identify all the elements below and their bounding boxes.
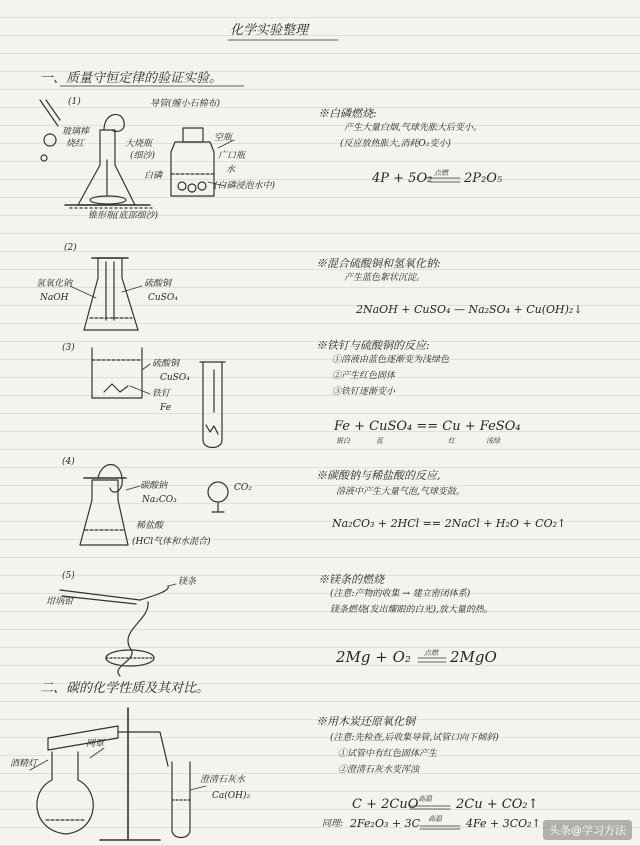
exp6-note-title: ※用木炭还原氧化铜 (316, 715, 415, 728)
exp3-note-title: ※铁钉与硫酸铜的反应: (316, 339, 430, 352)
exp1-label-sand: (细沙) (130, 151, 156, 161)
exp5-number: (5) (62, 571, 75, 581)
exp2-label-cuso4: 硫酸铜 (144, 279, 172, 289)
exp1-note-1: 产生大量白烟,气球先胀大后变小。 (344, 123, 482, 133)
exp1-label-water: 水 (226, 165, 236, 175)
exp5-equation-left: 2Mg + O₂ (336, 648, 411, 666)
exp5-equation-condition: 点燃 (424, 649, 438, 657)
exp5-note-2: 镁条燃烧(发出耀眼的白光),放大量的热。 (330, 605, 493, 615)
exp3-note-1: ①溶液由蓝色逐渐变为浅绿色 (332, 355, 450, 365)
exp4-number: (4) (62, 457, 75, 467)
exp4-equation: Na₂CO₃ + 2HCl == 2NaCl + H₂O + CO₂↑ (332, 517, 567, 530)
exp1-label-jar: 广口瓶 (218, 151, 246, 161)
exp5-tongs-drawing (60, 584, 176, 676)
exp4-label-na2co3: 碳酸钠 (140, 481, 168, 491)
exp3-note-2: ②产生红色固体 (332, 371, 396, 381)
exp5-note-title: ※镁条的燃烧 (318, 573, 384, 586)
exp6-note-2: ①试管中有红色固体产生 (338, 749, 438, 759)
exp4-note-2: 溶液中产生大量气泡,气球变鼓。 (336, 487, 465, 497)
exp2-label-naoh-formula: NaOH (40, 293, 69, 303)
exp6-note-3: ②澄清石灰水变浑浊 (338, 765, 420, 775)
exp2-label-cuso4-formula: CuSO₄ (148, 293, 178, 303)
exp1-equation-left: 4P + 5O₂ (372, 171, 433, 186)
exp5-note-1: (注意:产物的收集 → 建立密闭体系) (330, 589, 471, 599)
exp1-label-soak: (白磷浸泡水中) (214, 181, 276, 191)
exp5-equation-right: 2MgO (450, 648, 497, 666)
exp6-label-limewater: 澄清石灰水 (200, 775, 246, 785)
exp6-equation2-prefix: 同理: (322, 819, 344, 829)
exp3-note-3: ③铁钉逐渐变小 (332, 387, 396, 397)
exp2-label-naoh: 氢氧化钠 (36, 279, 73, 289)
exp6-label-mesh: 网罩 (86, 739, 105, 749)
exp4-label-co2: CO₂ (234, 483, 252, 493)
exp6-equation1-left: C + 2CuO (352, 797, 419, 812)
exp1-number: (1) (68, 97, 81, 107)
exp6-equation2-left: 2Fe₂O₃ + 3C (350, 817, 421, 830)
exp1-label-rod: 玻璃棒 (62, 127, 90, 137)
page-title: 化学实验整理 (230, 23, 309, 38)
exp5-label-mg: 镁条 (178, 577, 197, 587)
exp3-eq-sub-1: 银白 (336, 437, 350, 445)
exp2-number: (2) (64, 243, 77, 253)
exp4-label-na2co3-formula: Na₂CO₃ (142, 495, 177, 505)
exp1-note-2: (反应放热胀大,消耗O₂变小) (340, 139, 451, 149)
exp3-label-cuso4-formula: CuSO₄ (160, 373, 190, 383)
watermark: 头条@学习方法 (543, 820, 632, 840)
exp6-apparatus-drawing (30, 708, 206, 840)
exp2-equation: 2NaOH + CuSO₄ — Na₂SO₄ + Cu(OH)₂↓ (356, 303, 583, 316)
exp1-label-phosphorus: 白磷 (144, 171, 163, 181)
exp3-eq-sub-4: 浅绿 (486, 437, 500, 445)
exp1-label-bottle: 空瓶 (214, 133, 233, 143)
exp1-label-bottom: 锥形瓶(底部细沙) (88, 211, 159, 221)
exp1-label-beaker: 大烧瓶 (125, 139, 153, 149)
exp3-eq-sub-2: 蓝 (376, 437, 383, 445)
exp4-note-1: ※碳酸钠与稀盐酸的反应, (316, 469, 441, 482)
exp6-label-lamp: 酒精灯 (10, 759, 38, 769)
exp6-equation1-right: 2Cu + CO₂↑ (456, 797, 539, 812)
exp6-equation1-condition: 高温 (418, 795, 432, 803)
exp2-flask-drawing (70, 258, 142, 330)
exp1-note-title: ※白磷燃烧: (318, 107, 377, 120)
exp2-note-title: ※混合硫酸铜和氢氧化钠: (316, 257, 441, 270)
exp4-label-hcl: 稀盐酸 (136, 521, 164, 531)
exp6-label-caoh2: Ca(OH)₂ (212, 791, 251, 801)
exp1-equation-condition: 点燃 (434, 169, 448, 177)
exp3-label-cuso4: 硫酸铜 (152, 359, 180, 369)
section-heading-2: 二、碳的化学性质及其对比。 (40, 681, 210, 696)
exp3-eq-sub-3: 红 (448, 437, 455, 445)
exp2-note-1: 产生蓝色絮状沉淀。 (344, 273, 426, 283)
section-heading-1: 一、质量守恒定律的验证实验。 (40, 71, 223, 86)
exp3-label-fe: Fe (160, 403, 172, 413)
exp6-equation2-right: 4Fe + 3CO₂↑ (466, 817, 541, 830)
exp1-equation-right: 2P₂O₅ (464, 171, 503, 186)
exp3-equation: Fe + CuSO₄ == Cu + FeSO₄ (334, 419, 521, 434)
exp3-number: (3) (62, 343, 75, 353)
exp4-label-hcl-note: (HCl气体和水混合) (132, 537, 211, 547)
exp6-equation2-condition: 高温 (428, 815, 442, 823)
exp1-label-tube: 导管(缠小石棉布) (150, 99, 221, 109)
exp6-note-1: (注意:先检查,后收集导管,试管口向下倾斜) (330, 733, 499, 743)
exp5-label-tongs: 坩埚钳 (46, 597, 74, 607)
exp3-label-nail: 铁钉 (152, 389, 171, 399)
exp1-label-red: 烧红 (66, 139, 85, 149)
